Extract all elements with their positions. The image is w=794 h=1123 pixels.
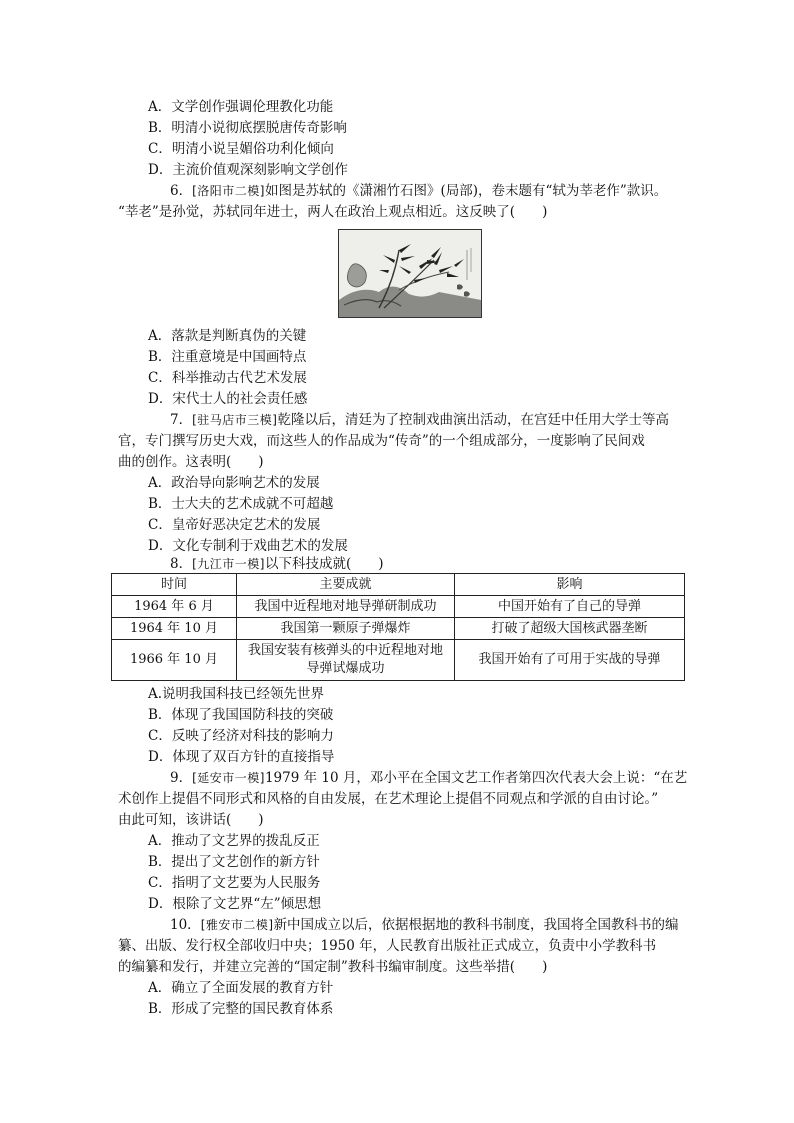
q8-option-a: A.说明我国科技已经领先世界 bbox=[148, 686, 325, 702]
bamboo-rock-painting-image bbox=[338, 229, 482, 318]
q9-stem-line1: 1979 年 10 月，邓小平在全国文艺工作者第四次代表大会上说：“在艺 bbox=[264, 770, 688, 786]
q8-source: [九江市一模] bbox=[192, 557, 265, 571]
cell-impact: 中国开始有了自己的导弹 bbox=[455, 596, 685, 618]
q7-stem bbox=[170, 410, 669, 431]
cell-time: 1964 年 6 月 bbox=[112, 596, 237, 618]
cell-impact: 我国开始有了可用于实战的导弹 bbox=[455, 640, 685, 681]
q6-stem bbox=[170, 181, 667, 202]
q10-number: 10． bbox=[170, 917, 201, 933]
q10-stem-line2: 纂、出版、发行权全部收归中央；1950 年，人民教育出版社正式成立，负责中小学教科书 bbox=[118, 938, 657, 954]
q6-option-a: A．落款是判断真伪的关键 bbox=[148, 328, 307, 344]
q8-option-b: B．体现了我国国防科技的突破 bbox=[148, 707, 334, 723]
q9-stem-line2: 术创作上提倡不同形式和风格的自由发展，在艺术理论上提倡不同观点和学派的自由讨论。” bbox=[118, 791, 659, 807]
header-impact: 影响 bbox=[455, 574, 685, 596]
painting-illustration bbox=[339, 230, 481, 317]
q9-source: [延安市一模] bbox=[192, 771, 265, 785]
header-time: 时间 bbox=[112, 574, 237, 596]
q10-option-a: A．确立了全面发展的教育方针 bbox=[148, 980, 334, 996]
q7-stem-line1: 乾隆以后，清廷为了控制戏曲演出活动，在宫廷中任用大学士等高 bbox=[277, 412, 669, 428]
q7-option-c: C．皇帝好恶决定艺术的发展 bbox=[148, 517, 321, 533]
header-achievement: 主要成就 bbox=[236, 574, 454, 596]
q9-option-d: D．根除了文艺界“左”倾思想 bbox=[148, 896, 322, 912]
cell-time: 1966 年 10 月 bbox=[112, 640, 237, 681]
q9-option-b: B．提出了文艺创作的新方针 bbox=[148, 854, 320, 870]
q6-number: 6． bbox=[170, 183, 193, 199]
table-header-row bbox=[112, 574, 685, 596]
q8-option-c: C．反映了经济对科技的影响力 bbox=[148, 728, 334, 744]
q7-source: [驻马店市三模] bbox=[192, 413, 278, 427]
q6-source: [洛阳市二模] bbox=[192, 184, 265, 198]
q9-stem bbox=[170, 768, 687, 789]
q8-stem-text: 以下科技成就( ) bbox=[264, 556, 384, 572]
q10-stem-line3: 的编纂和发行，并建立完善的“国定制”教科书编审制度。这些举措( ) bbox=[118, 959, 548, 975]
q10-option-b: B．形成了完整的国民教育体系 bbox=[148, 1001, 334, 1017]
q10-stem bbox=[170, 915, 679, 936]
q7-number: 7． bbox=[170, 412, 193, 428]
q6-stem-line1: 如图是苏轼的《潇湘竹石图》(局部)，卷末题有“轼为莘老作”款识。 bbox=[264, 183, 668, 199]
q8-option-d: D．体现了双百方针的直接指导 bbox=[148, 749, 335, 765]
q6-option-c: C．科举推动古代艺术发展 bbox=[148, 370, 307, 386]
q6-option-b: B．注重意境是中国画特点 bbox=[148, 349, 307, 365]
q7-stem-line2: 官，专门撰写历史大戏，而这些人的作品成为“传奇”的一个组成部分，一度影响了民间戏 bbox=[118, 433, 645, 449]
q9-number: 9． bbox=[170, 770, 193, 786]
q6-stem-line2: “莘老”是孙觉，苏轼同年进士，两人在政治上观点相近。这反映了( ) bbox=[118, 204, 548, 220]
q5-option-b: B．明清小说彻底摆脱唐传奇影响 bbox=[148, 120, 347, 136]
cell-achievement-line1: 我国安装有核弹头的中近程地对地 bbox=[248, 643, 444, 658]
q5-option-d: D．主流价值观深刻影响文学创作 bbox=[148, 162, 348, 178]
cell-achievement: 我国中近程地对地导弹研制成功 bbox=[236, 596, 454, 618]
q10-stem-line1: 新中国成立以后，依据根据地的教科书制度，我国将全国教科书的编 bbox=[273, 917, 679, 933]
q6-option-d: D．宋代士人的社会责任感 bbox=[148, 391, 308, 407]
q9-option-a: A．推动了文艺界的拨乱反正 bbox=[148, 833, 320, 849]
q5-option-c: C．明清小说呈媚俗功利化倾向 bbox=[148, 141, 334, 157]
table-row bbox=[112, 640, 685, 681]
cell-achievement-line2: 导弹试爆成功 bbox=[306, 661, 385, 676]
q7-option-b: B．士大夫的艺术成就不可超越 bbox=[148, 496, 334, 512]
q10-source: [雅安市二模] bbox=[200, 918, 274, 932]
q9-stem-line3: 由此可知，该讲话( ) bbox=[118, 812, 264, 828]
table-row bbox=[112, 618, 685, 640]
q5-option-a: A．文学创作强调伦理教化功能 bbox=[148, 99, 334, 115]
cell-achievement: 我国第一颗原子弹爆炸 bbox=[236, 618, 454, 640]
q8-stem bbox=[170, 554, 384, 575]
cell-achievement bbox=[236, 640, 454, 681]
q7-option-d: D．文化专制利于戏曲艺术的发展 bbox=[148, 538, 348, 554]
cell-impact: 打破了超级大国核武器垄断 bbox=[455, 618, 685, 640]
q7-option-a: A．政治导向影响艺术的发展 bbox=[148, 475, 320, 491]
q7-stem-line3: 曲的创作。这表明( ) bbox=[118, 454, 264, 470]
tech-achievements-table bbox=[111, 573, 685, 681]
cell-time: 1964 年 10 月 bbox=[112, 618, 237, 640]
q9-option-c: C．指明了文艺要为人民服务 bbox=[148, 875, 321, 891]
q8-number: 8． bbox=[170, 556, 193, 572]
table-row bbox=[112, 596, 685, 618]
